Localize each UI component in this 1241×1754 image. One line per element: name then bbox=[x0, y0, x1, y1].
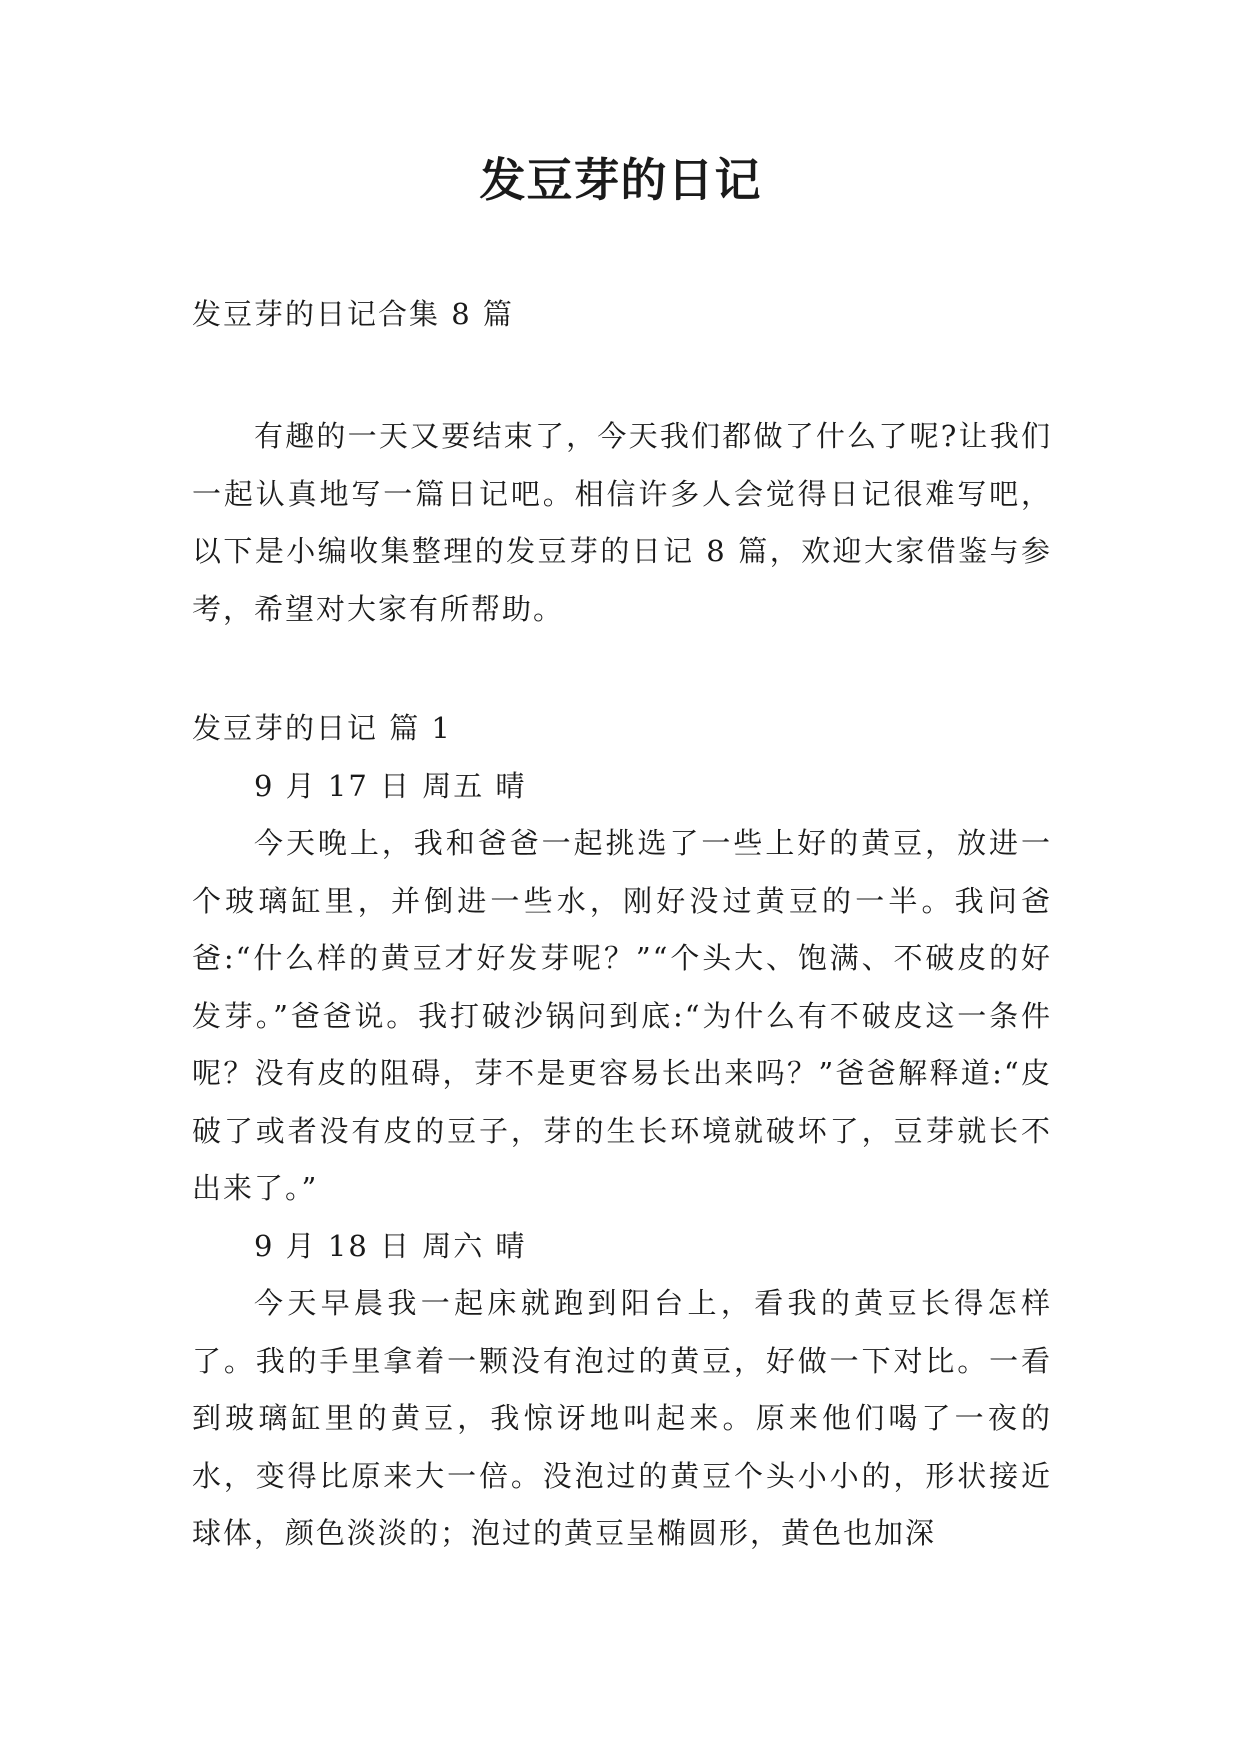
intro-paragraph: 有趣的一天又要结束了，今天我们都做了什么了呢?让我们一起认真地写一篇日记吧。相信许多人会觉得日记很难写吧，以下是小编收集整理的发豆芽的日记 8 篇，欢迎大家借鉴与参考，希望对大家有所帮助。 bbox=[192, 419, 1052, 626]
diary-section-1 bbox=[192, 700, 1052, 1563]
intro-block bbox=[192, 408, 1052, 638]
diary-date-2: 9 月 18 日 周六 晴 bbox=[254, 1228, 527, 1263]
diary-date-1: 9 月 17 日 周五 晴 bbox=[254, 768, 527, 803]
diary-paragraph-1: 今天晚上，我和爸爸一起挑选了一些上好的黄豆，放进一个玻璃缸里，并倒进一些水，刚好没过黄豆的一半。我问爸爸:“什么样的黄豆才好发芽呢？”“个头大、饱满、不破皮的好发芽。”爸爸说。我打破沙锅问到底:“为什么有不破皮这一条件呢？没有皮的阻碍，芽不是更容易长出来吗？”爸爸解释道:“皮破了或者没有皮的豆子，芽的生长环境就破坏了，豆芽就长不出来了。” bbox=[192, 826, 1052, 1205]
document-title: 发豆芽的日记 bbox=[479, 153, 762, 207]
document-subtitle: 发豆芽的日记合集 8 篇 bbox=[192, 297, 514, 331]
diary-paragraph-2: 今天早晨我一起床就跑到阳台上，看我的黄豆长得怎样了。我的手里拿着一颗没有泡过的黄豆，好做一下对比。一看到玻璃缸里的黄豆，我惊讶地叫起来。原来他们喝了一夜的水，变得比原来大一倍。没泡过的黄豆个头小小的，形状接近球体，颜色淡淡的；泡过的黄豆呈椭圆形，黄色也加深 bbox=[192, 1286, 1052, 1550]
section-heading: 发豆芽的日记 篇 1 bbox=[192, 711, 452, 745]
